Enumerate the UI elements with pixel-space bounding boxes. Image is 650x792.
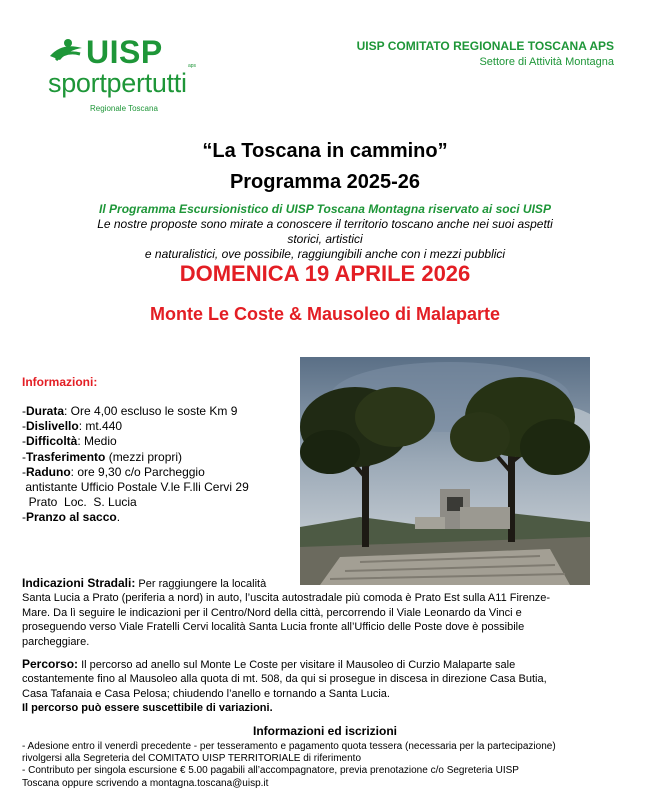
program-season: Programma 2025-26 [229,171,421,193]
info-key: Pranzo al sacco [26,510,117,525]
info-raduno: -Raduno: ore 9,30 c/o Parcheggio [22,464,205,479]
route-note: Il percorso può essere suscettibile di variazioni. [22,702,273,714]
route-line: costantemente fino al Mausoleo alla quota di mt. 508, da qui si prosegue in discesa in direzione Casa Butia, [22,673,547,686]
sector-name: Settore di Attività Montagna [479,56,614,68]
road-line [22,576,622,591]
info-raduno-line: antistante Ufficio Postale V.le F.lli Cervi 29 [22,480,249,495]
logo-region: Regionale Toscana [90,104,158,113]
header-organization [357,39,614,68]
info-dislivello: -Dislivello: mt.440 [22,419,123,434]
signup-line: - Contributo per singola escursione € 5.00 pagabili all’accompagnatore, previa prenotazione c/o Segreteria UISP [22,765,519,777]
info-heading: Informazioni: [22,375,98,389]
signup-line: - Adesione entro il venerdì precedente - per tesseramento e pagamento quota tessera (necessaria per la partecipazione) [22,741,556,752]
info-durata: -Durata: Ore 4,00 escluso le soste Km 9 [22,404,238,418]
program-subtitle: Il Programma Escursionistico di UISP Toscana Montagna riservato ai soci UISP [99,202,551,216]
uisp-logo [46,36,216,116]
info-value: : ore 9,30 c/o Parcheggio [70,464,205,479]
info-pranzo: -Pranzo al sacco. [22,510,121,525]
logo-word: UISP [86,34,163,70]
info-key: Raduno [26,464,71,479]
event-date: DOMENICA 19 APRILE 2026 [179,261,471,286]
event-place: Monte Le Coste & Mausoleo di Malaparte [149,304,501,324]
signup-details [22,741,632,790]
signup-line: rivolgersi alla Segreteria del COMITATO UISP TERRITORIALE di riferimento [22,753,361,765]
road-label: Indicazioni Stradali: [22,576,136,590]
signup-line: Toscana oppure scrivendo a montagna.toscana@uisp.it [22,777,269,789]
uisp-runners-icon [46,38,86,62]
route-label: Percorso: [22,657,79,671]
route-line [22,657,622,672]
info-trasferimento: -Trasferimento (mezzi propri) [22,449,183,464]
info-value: (mezzi propri) [105,449,183,464]
route-description [22,657,622,701]
info-key: Difficoltà [26,434,78,449]
road-line: Santa Lucia a Prato (periferia a nord) in auto, l’uscita autostradale più comoda è Prato Est sulla A11 Firenze- [22,592,551,605]
route-text: Il percorso ad anello sul Monte Le Coste per visitare il Mausoleo di Curzio Malaparte sale [78,659,516,671]
intro-line: e naturalistici, ove possibile, raggiungibili anche con i mezzi pubblici [144,247,506,261]
road-text: Per raggiungere la località [135,578,267,590]
logo-aps: aps [188,63,197,69]
info-key: Trasferimento [26,449,106,464]
info-value: : mt.440 [78,419,123,434]
info-list [22,404,302,526]
program-title: “La Toscana in cammino” [202,140,448,162]
org-name: UISP COMITATO REGIONALE TOSCANA APS [356,39,614,53]
road-directions [22,576,622,649]
info-difficolta: -Difficoltà: Medio [22,434,117,449]
info-key: Durata [26,404,65,418]
info-key: Dislivello [26,419,79,434]
intro-line: Le nostre proposte sono mirate a conoscere il territorio toscano anche nei suoi aspetti storici, artistici [97,217,553,246]
road-line: parcheggiare. [22,635,90,648]
signup-heading: Informazioni ed iscrizioni [252,724,398,738]
logo-tagline: sportpertutti [48,68,187,98]
road-line: Mare. Da lì seguire le indicazioni per il Centro/Nord della città, percorrendo il Viale Leonardo da Vinci e [22,606,522,619]
info-raduno-line: Prato Loc. S. Lucia [22,495,137,510]
route-line: Casa Tafanaia e Casa Pelosa; chiudendo l’anello e tornando a Santa Lucia. [22,687,390,700]
program-intro [80,217,570,262]
info-value: : Ore 4,00 escluso le soste Km 9 [64,404,238,418]
info-value: : Medio [77,434,117,449]
mausoleum-photo [300,357,590,585]
road-line: proseguendo verso Viale Fratelli Cervi località Santa Lucia fronte all’Ufficio delle Poste dove è possibile [22,621,525,634]
